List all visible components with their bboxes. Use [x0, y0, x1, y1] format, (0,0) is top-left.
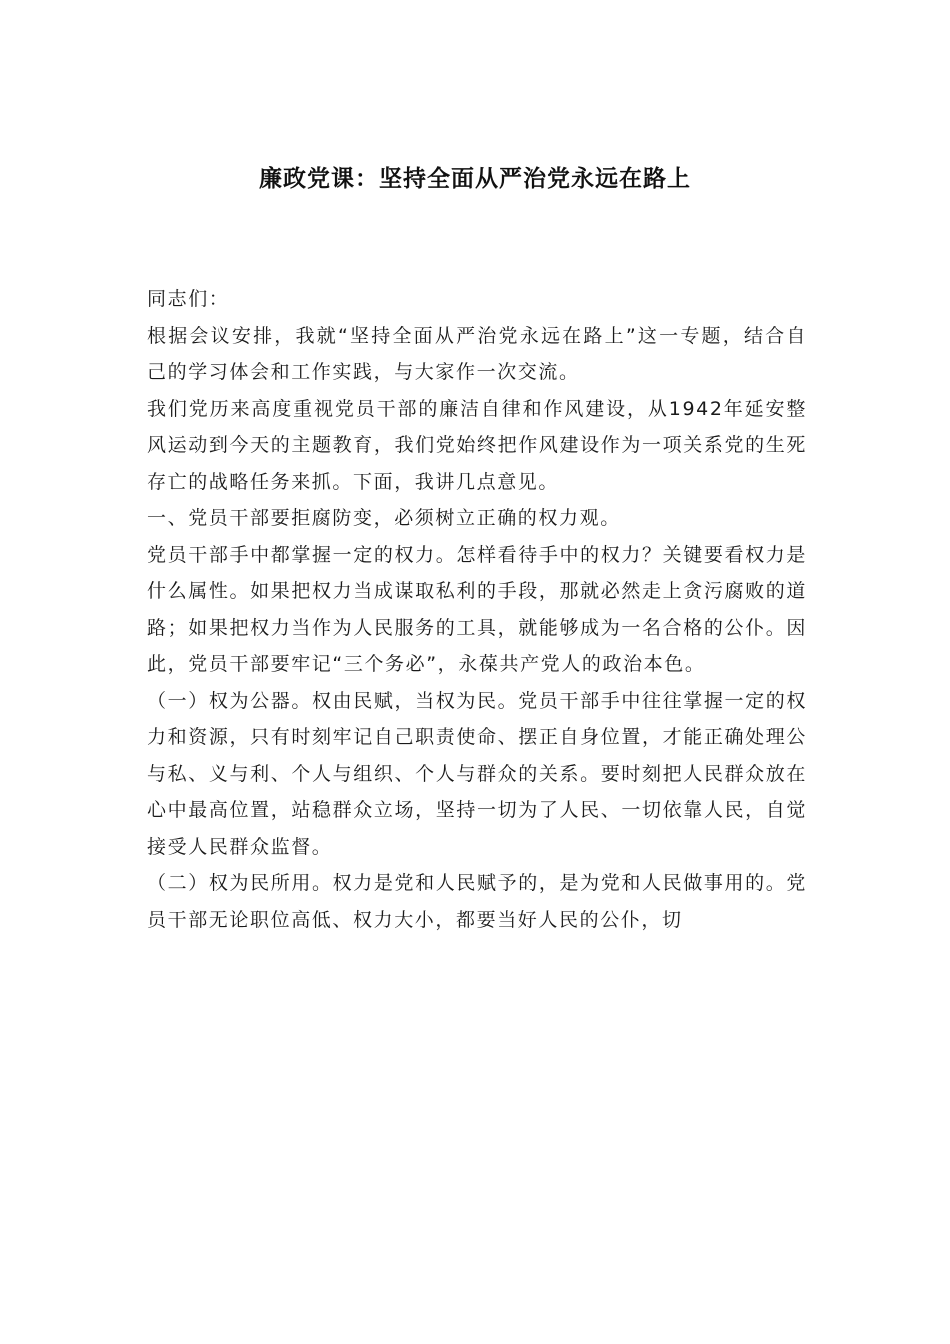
document-title: 廉政党课：坚持全面从严治党永远在路上 [259, 166, 691, 192]
salutation-paragraph: 同志们： [147, 288, 230, 310]
subsection-1-paragraph: （一）权为公器。权由民赋，当权为民。党员干部手中往往掌握一定的权力和资源，只有时刻牢记自己职责使命、摆正自身位置，才能正确处理公与私、义与利、个人与组织、个人与群众的关系。要时刻把人民群众放在心中最高位置，站稳群众立场，坚持一切为了人民、一切依靠人民，自觉接受人民群众监督。 [147, 689, 807, 858]
history-paragraph: 我们党历来高度重视党员干部的廉洁自律和作风建设，从1942年延安整风运动到今天的主题教育，我们党始终把作风建设作为一项关系党的生死存亡的战略任务来抓。下面，我讲几点意见。 [147, 397, 807, 493]
section-heading-1: 一、党员干部要拒腐防变，必须树立正确的权力观。 [147, 507, 621, 529]
document-body [147, 281, 807, 938]
section-1-paragraph: 党员干部手中都掌握一定的权力。怎样看待手中的权力？关键要看权力是什么属性。如果把权力当成谋取私利的手段，那就必然走上贪污腐败的道路；如果把权力当作为人民服务的工具，就能够成为一名合格的公仆。因此，党员干部要牢记“三个务必”，永葆共产党人的政治本色。 [147, 543, 807, 675]
intro-paragraph: 根据会议安排，我就“坚持全面从严治党永远在路上”这一专题，结合自己的学习体会和工作实践，与大家作一次交流。 [147, 324, 807, 383]
subsection-2-paragraph: （二）权为民所用。权力是党和人民赋予的，是为党和人民做事用的。党员干部无论职位高低、权力大小，都要当好人民的公仆，切 [147, 872, 807, 931]
